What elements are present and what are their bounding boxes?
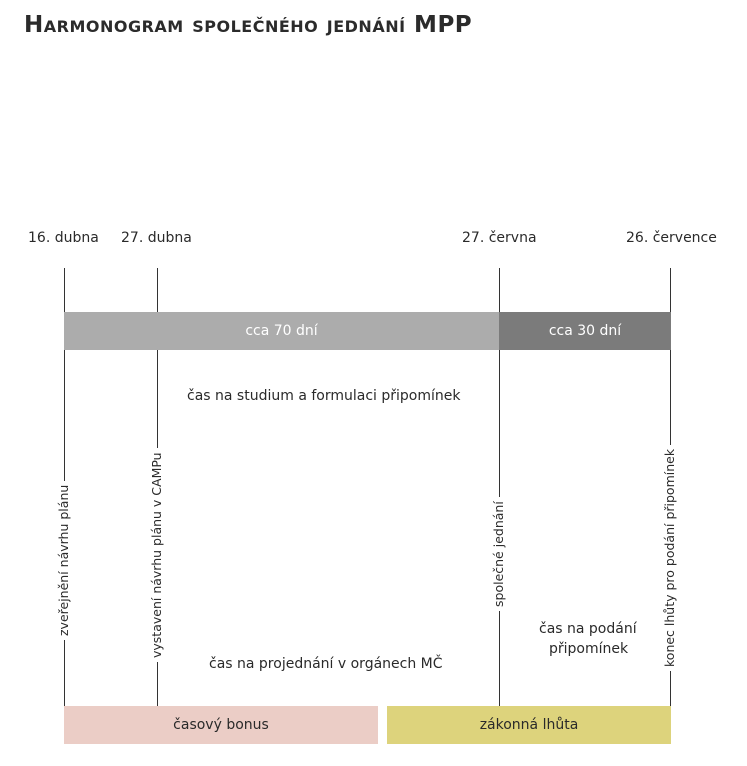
legend-time-bonus — [64, 706, 378, 744]
milestone-joint: společné jednání — [491, 497, 506, 611]
study-time-text: čas na studium a formulaci připomínek — [187, 388, 461, 404]
duration-bar-70 — [64, 312, 499, 350]
legend-statutory-period — [387, 706, 671, 744]
date-label: 27. června — [462, 230, 537, 246]
legend-label: časový bonus — [173, 717, 269, 733]
date-label: 26. července — [626, 230, 717, 246]
duration-bar-30 — [499, 312, 671, 350]
date-label: 27. dubna — [121, 230, 192, 246]
milestone-deadline: konec lhůty pro podání připomínek — [662, 445, 677, 671]
milestone-campu: vystavení návrhu plánu v CAMPu — [149, 448, 164, 662]
duration-label: cca 30 dní — [548, 323, 622, 339]
date-label: 16. dubna — [28, 230, 99, 246]
submit-time-text-line2: připomínek — [549, 641, 629, 657]
legend-label: zákonná lhůta — [479, 717, 579, 733]
page-title: Harmonogram společného jednání MPP — [24, 12, 473, 38]
milestone-publication: zveřejnění návrhu plánu — [56, 481, 71, 640]
discussion-time-text: čas na projednání v orgánech MČ — [209, 656, 443, 672]
submit-time-text-line1: čas na podání — [539, 621, 637, 637]
duration-label: cca 70 dní — [245, 323, 318, 339]
